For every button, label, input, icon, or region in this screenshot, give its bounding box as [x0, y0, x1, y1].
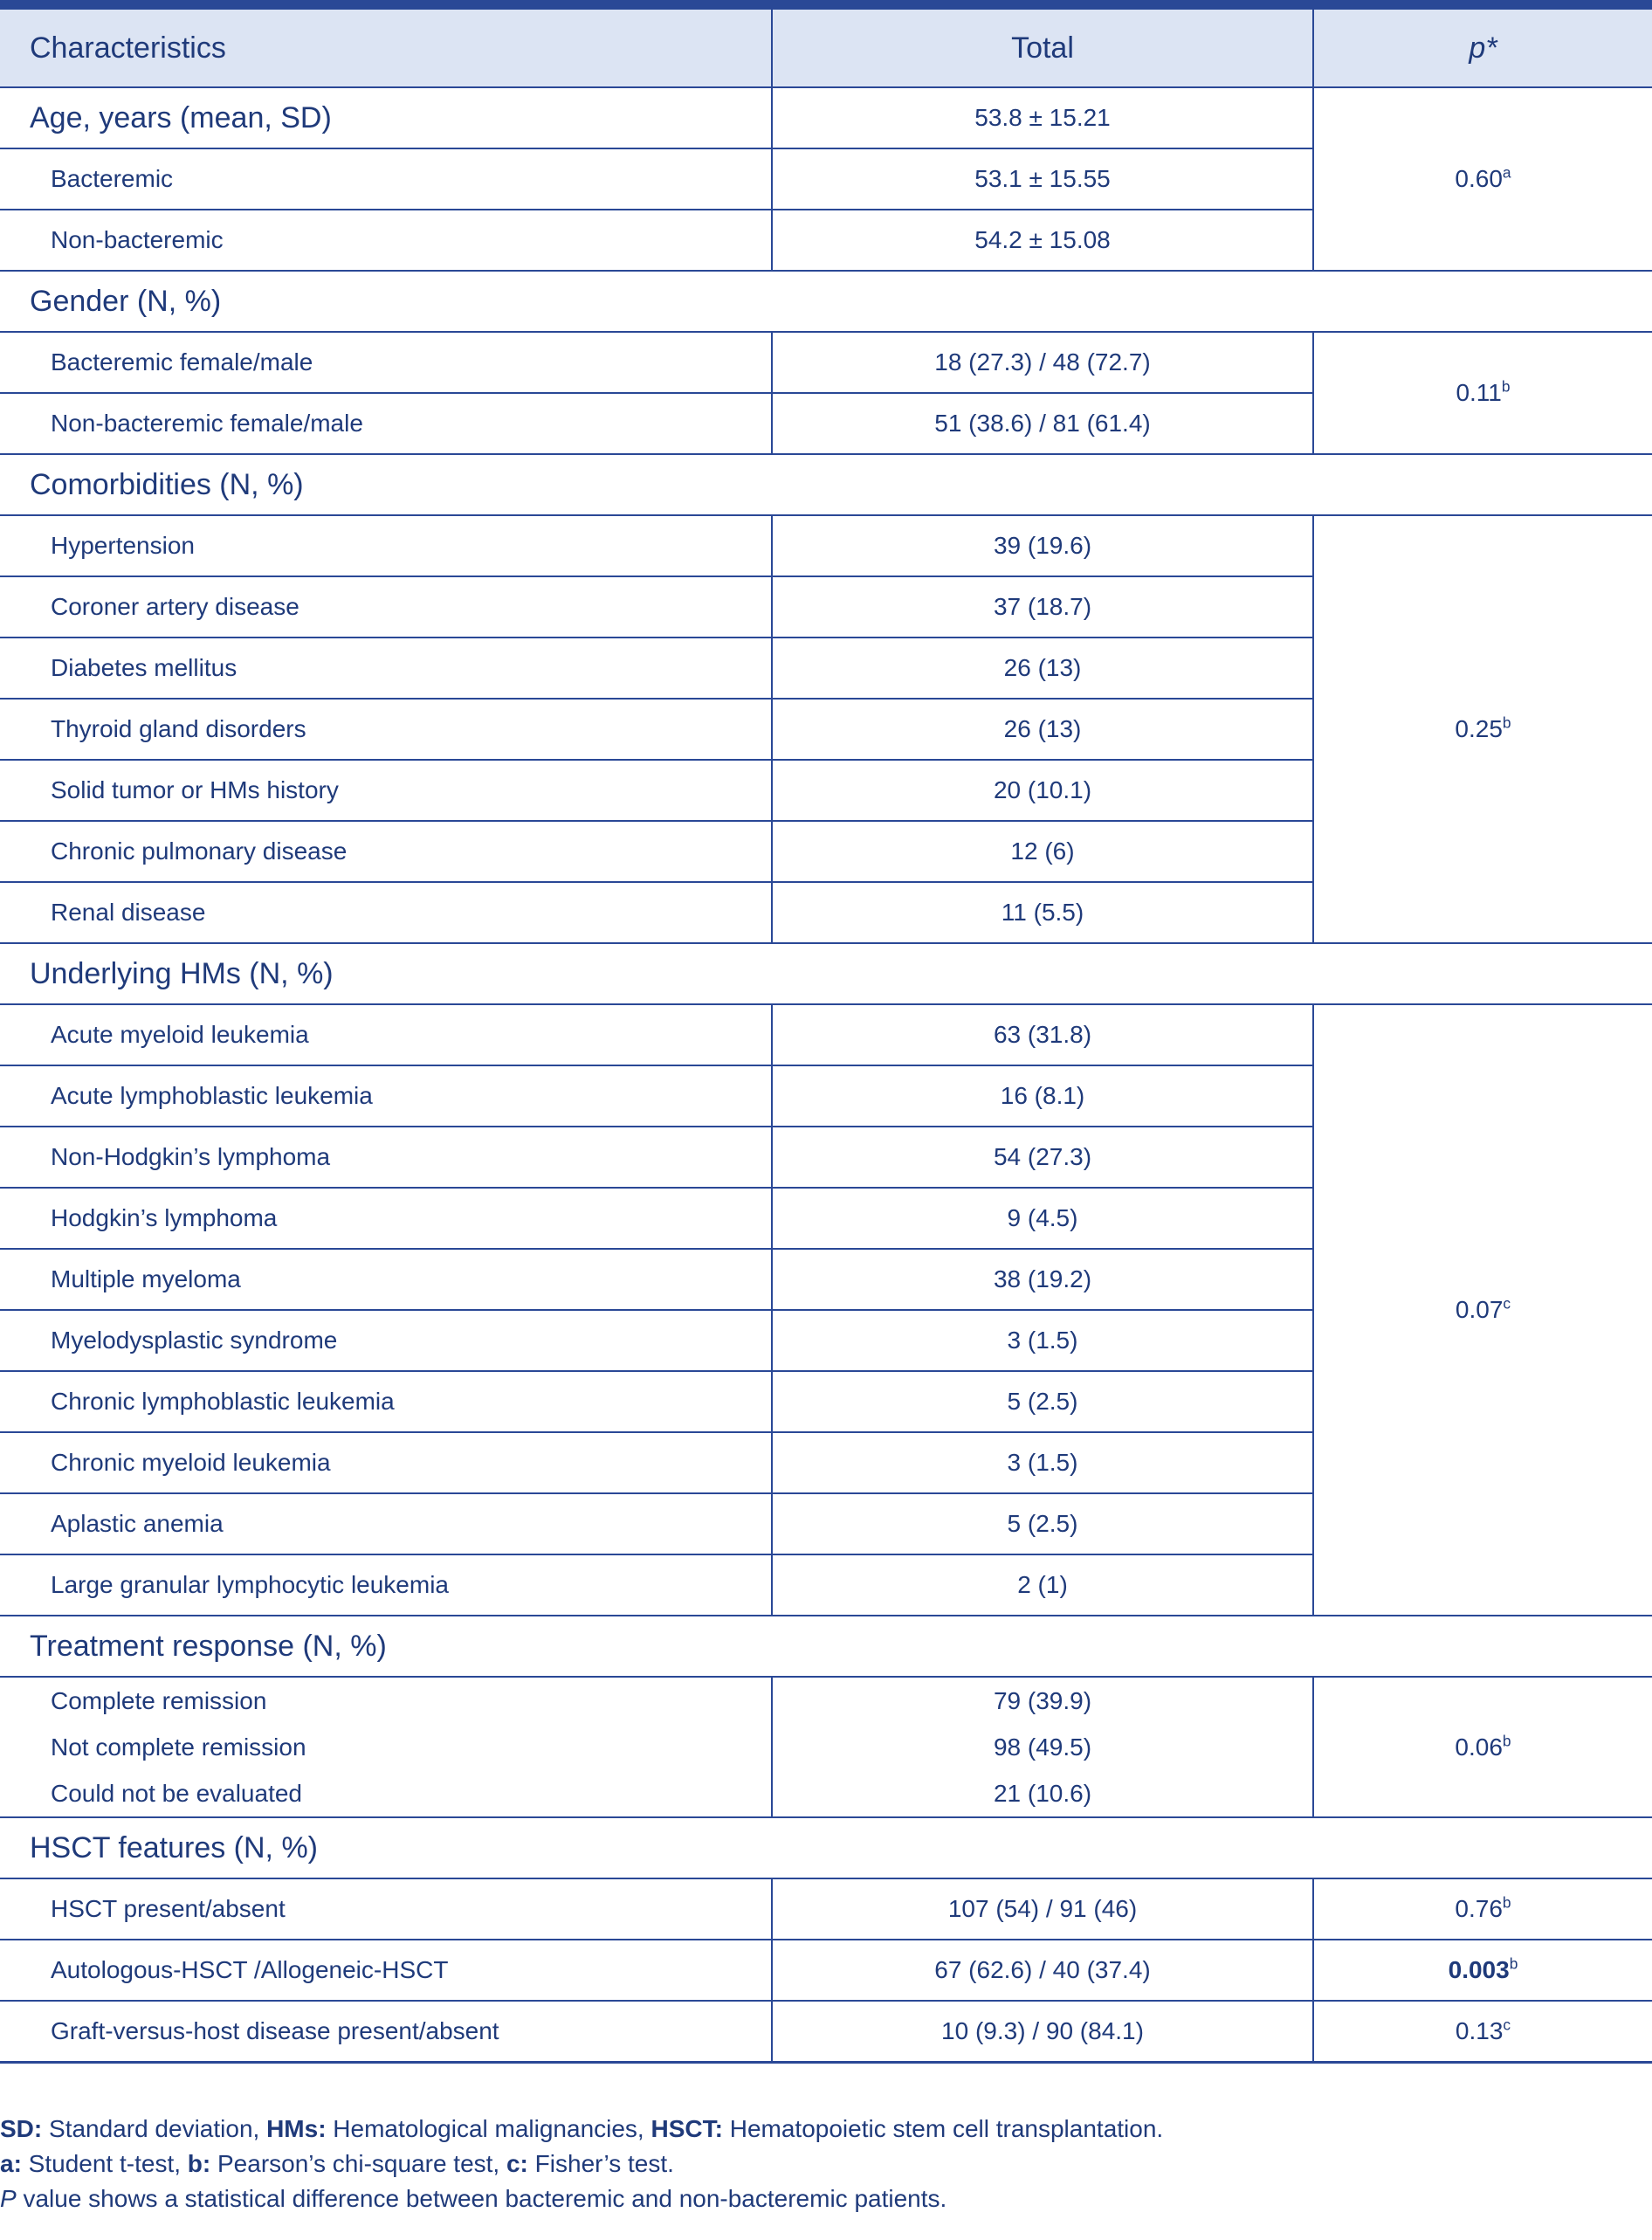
row-label: Solid tumor or HMs history: [0, 760, 772, 821]
group-row-hsct: [0, 1817, 1652, 1878]
row-label: Non-Hodgkin’s lymphoma: [0, 1127, 772, 1188]
group-row-hms: [0, 943, 1652, 1004]
row-label: Acute lymphoblastic leukemia: [0, 1065, 772, 1127]
row-value: 38 (19.2): [772, 1249, 1313, 1310]
row-value: 107 (54) / 91 (46): [772, 1878, 1313, 1940]
top-rule: [0, 0, 1652, 8]
row-value: 10 (9.3) / 90 (84.1): [772, 2001, 1313, 2063]
row-label: Bacteremic: [0, 148, 772, 210]
table-row: [0, 1940, 1652, 2001]
row-label: Chronic myeloid leukemia: [0, 1432, 772, 1493]
hms-p-value: 0.07$^c$: [1313, 1004, 1652, 1616]
group-row-gender: [0, 271, 1652, 332]
auto-allo-p-value: 0.003$^b$: [1313, 1940, 1652, 2001]
row-value: 26 (13): [772, 638, 1313, 699]
row-label: Hodgkin’s lymphoma: [0, 1188, 772, 1249]
row-label: Diabetes mellitus: [0, 638, 772, 699]
header-p-value: p*: [1313, 9, 1652, 87]
group-title-treatment: Treatment response (N, %): [0, 1616, 1652, 1677]
table-row: [0, 1878, 1652, 1940]
treatment-p-value: 0.06$^b$: [1313, 1677, 1652, 1817]
row-label: HSCT present/absent: [0, 1878, 772, 1940]
footnote-tests: a: Student t-test, b: Pearson’s chi-square test, c: Fisher’s test.: [0, 2150, 674, 2177]
row-label: Multiple myeloma: [0, 1249, 772, 1310]
footnote-abbreviations: SD: Standard deviation, HMs: Hematological malignancies, HSCT: Hematopoietic stem cell transplantation.: [0, 2115, 1164, 2142]
row-label: Large granular lymphocytic leukemia: [0, 1554, 772, 1616]
row-label: Bacteremic female/male: [0, 332, 772, 393]
table-row: [0, 1677, 1652, 1724]
row-label: Aplastic anemia: [0, 1493, 772, 1554]
row-value: 67 (62.6) / 40 (37.4): [772, 1940, 1313, 2001]
header-total: Total: [772, 9, 1313, 87]
row-label: Graft-versus-host disease present/absent: [0, 2001, 772, 2063]
header-characteristics: Characteristics: [0, 9, 772, 87]
row-value: 2 (1): [772, 1554, 1313, 1616]
footnote-p-value: P value shows a statistical difference between bacteremic and non-bacteremic patients.: [0, 2185, 947, 2212]
group-title-hms: Underlying HMs (N, %): [0, 943, 1652, 1004]
table-row: [0, 1004, 1652, 1065]
footnotes: [0, 2112, 1652, 2216]
row-value: 37 (18.7): [772, 576, 1313, 638]
row-label: Myelodysplastic syndrome: [0, 1310, 772, 1371]
row-value: 54 (27.3): [772, 1127, 1313, 1188]
row-value: 20 (10.1): [772, 760, 1313, 821]
row-label: Coroner artery disease: [0, 576, 772, 638]
row-label: Autologous-HSCT /Allogeneic-HSCT: [0, 1940, 772, 2001]
row-value: 53.1 ± 15.55: [772, 148, 1313, 210]
row-value: 79 (39.9): [772, 1677, 1313, 1724]
row-label: Renal disease: [0, 882, 772, 943]
header-row: [0, 9, 1652, 87]
gender-p-value: 0.11$^b$: [1313, 332, 1652, 454]
table-row: [0, 515, 1652, 576]
group-title-gender: Gender (N, %): [0, 271, 1652, 332]
group-row-comorbidities: [0, 454, 1652, 515]
hsct-p-value: 0.76$^b$: [1313, 1878, 1652, 1940]
row-value: 98 (49.5): [772, 1724, 1313, 1770]
group-row-age: [0, 87, 1652, 148]
table-row: [0, 332, 1652, 393]
row-value: 54.2 ± 15.08: [772, 210, 1313, 271]
row-value: 5 (2.5): [772, 1371, 1313, 1432]
row-value: 21 (10.6): [772, 1770, 1313, 1817]
row-value: 16 (8.1): [772, 1065, 1313, 1127]
row-label: Complete remission: [0, 1677, 772, 1724]
row-label: Thyroid gland disorders: [0, 699, 772, 760]
row-value: 3 (1.5): [772, 1432, 1313, 1493]
row-label: Could not be evaluated: [0, 1770, 772, 1817]
row-label: Acute myeloid leukemia: [0, 1004, 772, 1065]
row-value: 9 (4.5): [772, 1188, 1313, 1249]
age-total-value: 53.8 ± 15.21: [772, 87, 1313, 148]
age-p-value: 0.60$^a$: [1313, 87, 1652, 271]
comorbidities-p-value: 0.25$^b$: [1313, 515, 1652, 943]
row-label: Hypertension: [0, 515, 772, 576]
row-value: 12 (6): [772, 821, 1313, 882]
row-label: Non-bacteremic: [0, 210, 772, 271]
group-title-age: Age, years (mean, SD): [0, 87, 772, 148]
row-value: 51 (38.6) / 81 (61.4): [772, 393, 1313, 454]
characteristics-table: [0, 8, 1652, 2064]
row-label: Chronic lymphoblastic leukemia: [0, 1371, 772, 1432]
row-value: 3 (1.5): [772, 1310, 1313, 1371]
row-value: 18 (27.3) / 48 (72.7): [772, 332, 1313, 393]
row-value: 11 (5.5): [772, 882, 1313, 943]
table-row: [0, 2001, 1652, 2063]
row-value: 39 (19.6): [772, 515, 1313, 576]
group-title-comorbidities: Comorbidities (N, %): [0, 454, 1652, 515]
row-label: Non-bacteremic female/male: [0, 393, 772, 454]
group-row-treatment: [0, 1616, 1652, 1677]
row-value: 26 (13): [772, 699, 1313, 760]
gvhd-p-value: 0.13$^c$: [1313, 2001, 1652, 2063]
group-title-hsct: HSCT features (N, %): [0, 1817, 1652, 1878]
row-label: Not complete remission: [0, 1724, 772, 1770]
row-label: Chronic pulmonary disease: [0, 821, 772, 882]
row-value: 63 (31.8): [772, 1004, 1313, 1065]
row-value: 5 (2.5): [772, 1493, 1313, 1554]
